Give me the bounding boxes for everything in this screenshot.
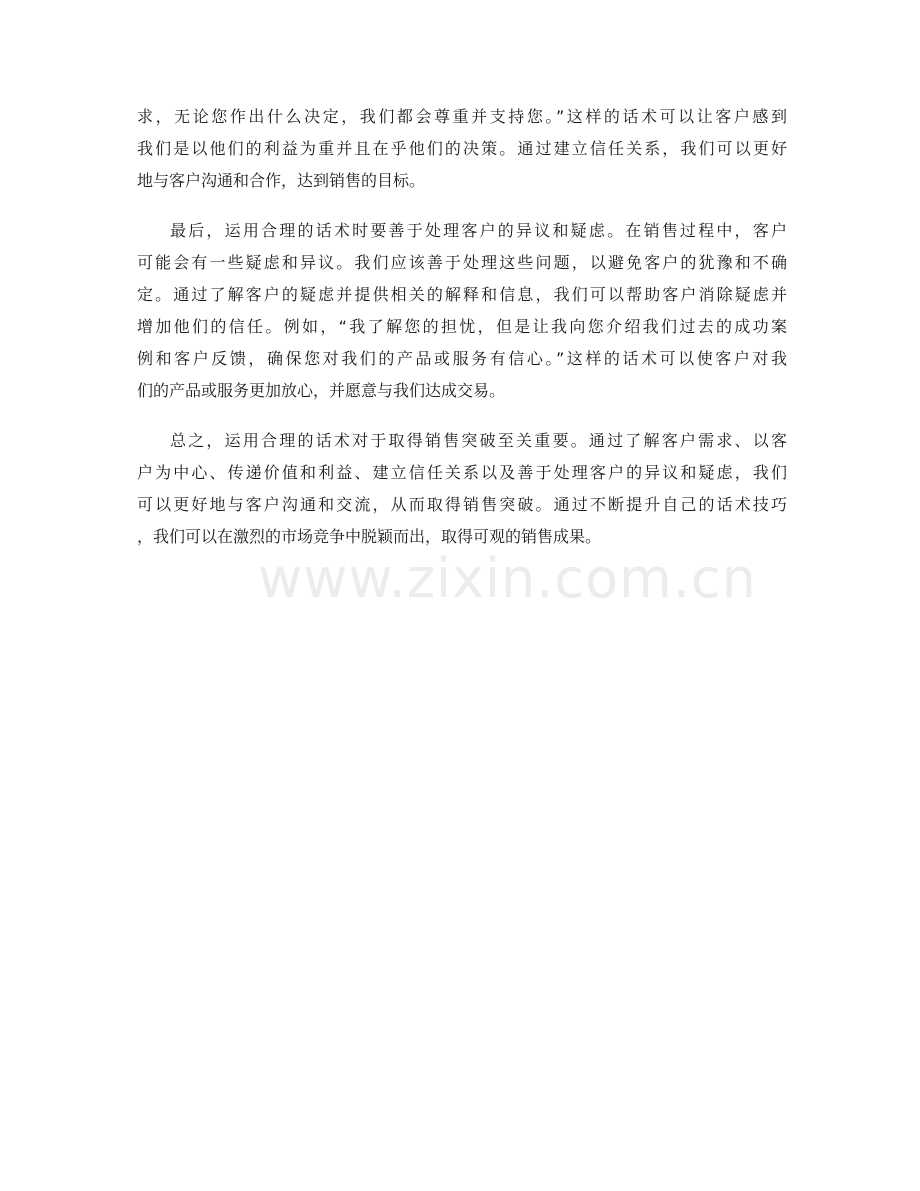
text-line: 定。通过了解客户的疑虑并提供相关的解释和信息，我们可以帮助客户消除疑虑并: [137, 285, 787, 304]
text-line: 地与客户沟通和合作，达到销售的目标。: [137, 171, 426, 190]
text-line: 我们是以他们的利益为重并且在乎他们的决策。通过建立信任关系，我们可以更好: [137, 139, 787, 158]
paragraph-continuation: [137, 101, 787, 197]
paragraph-spacer: [137, 407, 787, 425]
paragraph-objections: [137, 215, 787, 407]
text-line: 求，无论您作出什么决定，我们都会尊重并支持您。”这样的话术可以让客户感到: [137, 107, 787, 126]
text-line: 可以更好地与客户沟通和交流，从而取得销售突破。通过不断提升自己的话术技巧: [137, 495, 787, 514]
text-line: 最后，运用合理的话术时要善于处理客户的异议和疑虑。在销售过程中，客户: [170, 221, 787, 240]
text-line: 可能会有一些疑虑和异议。我们应该善于处理这些问题，以避免客户的犹豫和不确: [137, 253, 787, 272]
text-line: 例和客户反馈，确保您对我们的产品或服务有信心。”这样的话术可以使客户对我: [137, 349, 787, 368]
watermark: www.zixin.com.cn: [258, 547, 757, 610]
document-body: [137, 101, 787, 553]
text-line: 们的产品或服务更加放心，并愿意与我们达成交易。: [137, 381, 506, 400]
text-line: ，我们可以在激烈的市场竞争中脱颖而出，取得可观的销售成果。: [137, 527, 602, 546]
text-line: 户为中心、传递价值和利益、建立信任关系以及善于处理客户的异议和疑虑，我们: [137, 463, 787, 482]
paragraph-conclusion: [137, 425, 787, 553]
text-line: 增加他们的信任。例如，“我了解您的担忧，但是让我向您介绍我们过去的成功案: [137, 317, 787, 336]
text-line: 总之，运用合理的话术对于取得销售突破至关重要。通过了解客户需求、以客: [170, 431, 787, 450]
paragraph-spacer: [137, 197, 787, 215]
